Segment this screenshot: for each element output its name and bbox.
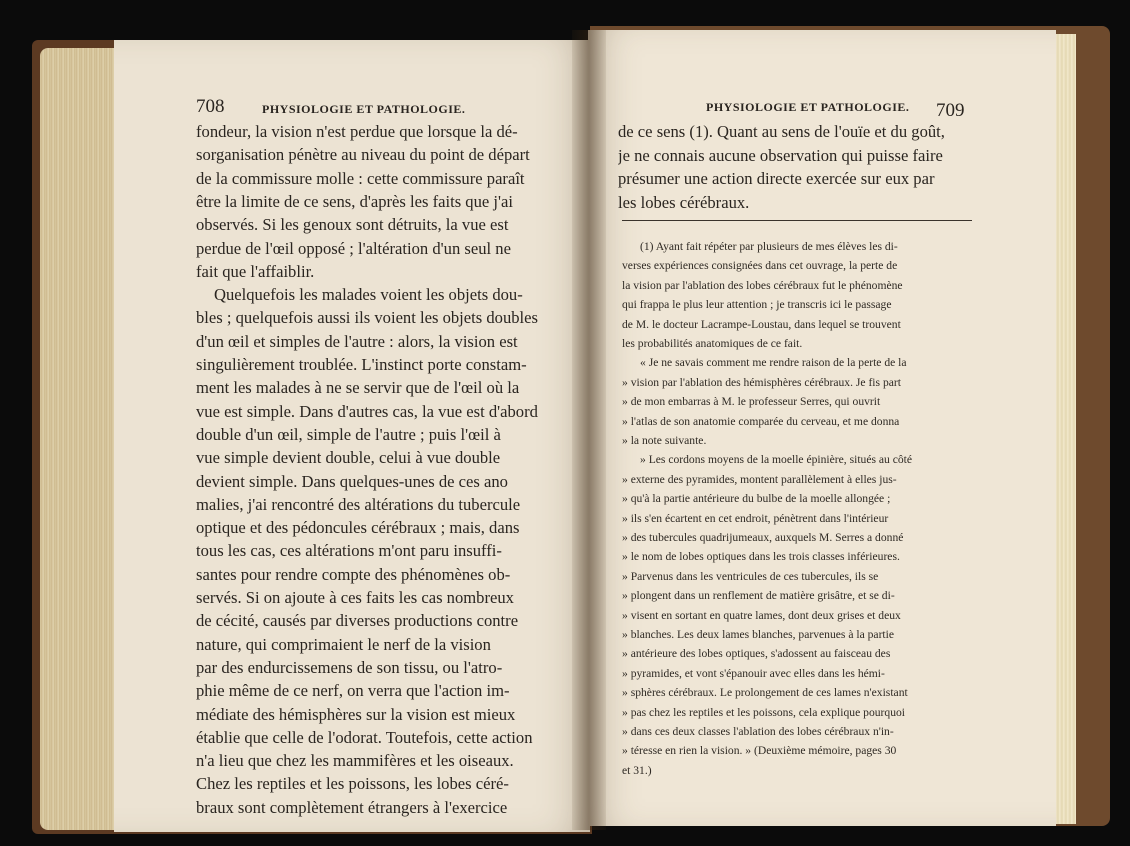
footnote-line: la vision par l'ablation des lobes cérébraux fut le phénomène xyxy=(622,278,903,292)
left-running-head: PHYSIOLOGIE ET PATHOLOGIE. xyxy=(262,102,466,116)
footnote-line: » le nom de lobes optiques dans les trois classes inférieures. xyxy=(622,550,900,564)
footnote-line: » externe des pyramides, montent parallèlement à elles jus- xyxy=(622,472,897,486)
right-body-line: de ce sens (1). Quant au sens de l'ouïe et du goût, xyxy=(618,122,945,141)
footnote-line: » dans ces deux classes l'ablation des lobes cérébraux n'in- xyxy=(622,725,894,738)
footnote-line: » visent en sortant en quatre lames, dont deux grises et deux xyxy=(622,608,901,622)
left-body-line: fondeur, la vision n'est perdue que lorsque la dé- xyxy=(196,122,518,141)
footnote-line: » ils s'en écartent en cet endroit, pénètrent dans l'intérieur xyxy=(622,511,889,525)
footnote-line: » vision par l'ablation des hémisphères cérébraux. Je fis part xyxy=(622,375,901,389)
left-body-line: vue simple devient double, celui à vue double xyxy=(196,448,501,468)
book-gutter xyxy=(572,30,606,830)
footnote-line: (1) Ayant fait répéter par plusieurs de mes élèves les di- xyxy=(640,240,898,253)
left-body-line: être la limite de ce sens, d'après les faits que j'ai xyxy=(196,191,513,211)
footnote-line: » antérieure des lobes optiques, s'adossent au faisceau des xyxy=(622,647,891,661)
left-body-line: devient simple. Dans quelques-unes de ces ano xyxy=(196,471,508,491)
left-body-line: vue est simple. Dans d'autres cas, la vue est d'abord xyxy=(196,401,538,421)
left-body-line: Quelquefois les malades voient les objets dou- xyxy=(214,285,523,305)
left-body-line: santes pour rendre compte des phénomènes ob- xyxy=(196,564,511,584)
footnote-line: verses expériences consignées dans cet ouvrage, la perte de xyxy=(622,259,898,273)
footnote-line: de M. le docteur Lacrampe-Loustau, dans lequel se trouvent xyxy=(622,317,901,331)
left-body-line: par des endurcissemens de son tissu, ou l'atro- xyxy=(196,657,503,677)
left-body-line: n'a lieu que chez les mammifères et les oiseaux. xyxy=(196,751,514,771)
footnote-line: » plongent dans un renflement de matière grisâtre, et se di- xyxy=(622,589,895,603)
right-page-number: 709 xyxy=(936,100,965,121)
right-running-head: PHYSIOLOGIE ET PATHOLOGIE. xyxy=(706,100,910,114)
footnote-line: qui frappa le plus leur attention ; je transcris ici le passage xyxy=(622,298,892,312)
left-body-line: double d'un œil, simple de l'autre ; puis l'œil à xyxy=(196,424,501,444)
footnote-line: » qu'à la partie antérieure du bulbe de la moelle allongée ; xyxy=(622,492,891,506)
footnote-line: » téresse en rien la vision. » (Deuxième mémoire, pages 30 xyxy=(622,744,897,758)
left-body-line: nature, qui comprimaient le nerf de la vision xyxy=(196,634,491,654)
right-body-line: présumer une action directe exercée sur eux par xyxy=(618,169,935,188)
left-body-line: de cécité, causés par diverses productions contre xyxy=(196,611,519,631)
footnote-rule xyxy=(622,220,972,221)
footnote-line: » Les cordons moyens de la moelle épinière, situés au côté xyxy=(640,453,913,467)
right-body-line: je ne connais aucune observation qui puisse faire xyxy=(618,145,943,165)
left-body-line: servés. Si on ajoute à ces faits les cas nombreux xyxy=(196,588,514,607)
footnote-line: les probabilités anatomiques de ce fait. xyxy=(622,337,803,350)
footnote-line: » blanches. Les deux lames blanches, parvenues à la partie xyxy=(622,628,895,641)
left-body-line: Chez les reptiles et les poissons, les lobes céré- xyxy=(196,774,509,794)
footnote-line: » de mon embarras à M. le professeur Serres, qui ouvrit xyxy=(622,395,881,409)
left-body-line: bles ; quelquefois aussi ils voient les objets doubles xyxy=(196,308,538,328)
left-body-line: malies, j'ai rencontré des altérations du tubercule xyxy=(196,494,521,514)
left-body-line: phie même de ce nerf, on verra que l'action im- xyxy=(196,681,510,701)
left-body-line: de la commissure molle : cette commissure paraît xyxy=(196,168,525,188)
left-body-line: tous les cas, ces altérations m'ont paru insuffi- xyxy=(196,541,502,561)
footnote-line: et 31.) xyxy=(622,763,652,777)
left-body-line: fait que l'affaiblir. xyxy=(196,261,315,281)
left-body-line: médiate des hémisphères sur la vision est mieux xyxy=(196,704,516,724)
footnote-line: » sphères cérébraux. Le prolongement de ces lames n'existant xyxy=(622,686,908,700)
footnote-line: » pas chez les reptiles et les poissons, cela explique pourquoi xyxy=(622,705,906,719)
left-body-line: perdue de l'œil opposé ; l'altération d'un seul ne xyxy=(196,238,511,258)
left-body-line: établie que celle de l'odorat. Toutefois, cette action xyxy=(196,727,533,747)
footnote-line: « Je ne savais comment me rendre raison de la perte de la xyxy=(640,356,907,370)
footnote-line: » la note suivante. xyxy=(622,434,707,447)
right-body-line: les lobes cérébraux. xyxy=(618,192,750,212)
footnote-line: » l'atlas de son anatomie comparée du cerveau, et me donna xyxy=(622,414,900,428)
footnote-line: » pyramides, et vont s'épanouir avec elles dans les hémi- xyxy=(622,666,885,680)
left-body-line: sorganisation pénètre au niveau du point de départ xyxy=(196,145,530,165)
footnote-line: » des tubercules quadrijumeaux, auxquels M. Serres a donné xyxy=(622,531,904,544)
left-body-line: optique et des pédoncules cérébraux ; mais, dans xyxy=(196,518,520,538)
left-body-line: d'un œil et simples de l'autre : alors, la vision est xyxy=(196,331,518,351)
left-body-line: observés. Si les genoux sont détruits, la vue est xyxy=(196,215,509,235)
left-body-line: singulièrement troublée. L'instinct porte constam- xyxy=(196,355,527,374)
left-page-number: 708 xyxy=(196,96,225,117)
left-body-line: braux sont complètement étrangers à l'exercice xyxy=(196,797,508,817)
left-body-line: ment les malades à ne se servir que de l'œil où la xyxy=(196,378,520,398)
footnote-line: » Parvenus dans les ventricules de ces tubercules, ils se xyxy=(622,569,879,583)
